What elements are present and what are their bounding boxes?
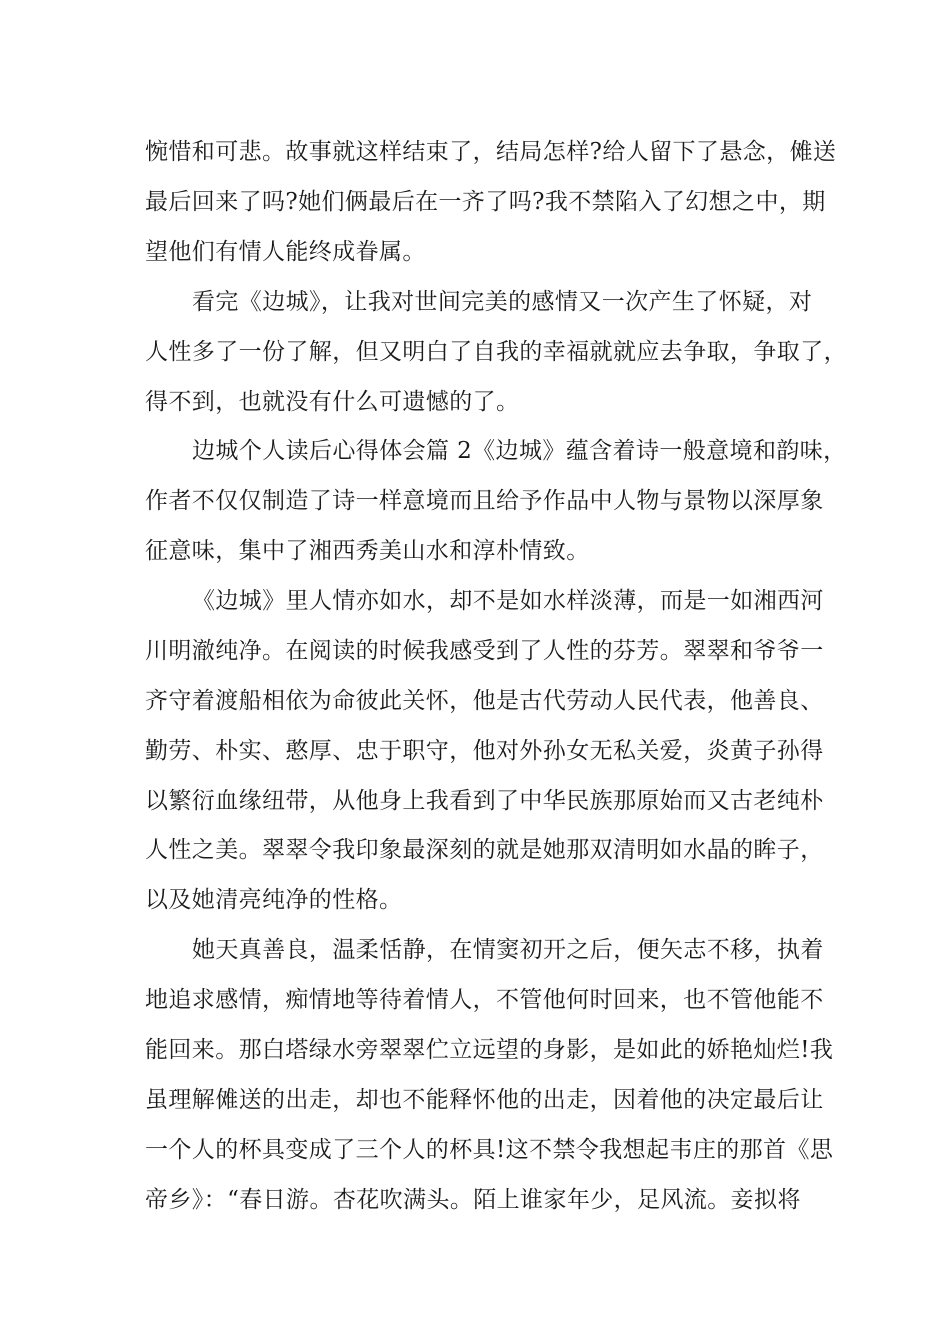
text-line: 勤劳、朴实、憨厚、忠于职守，他对外孙女无私关爱，炎黄子孙得 bbox=[145, 738, 824, 764]
paragraph-first-line: 边城个人读后心得体会篇 2《边城》蕴含着诗一般意境和韵味， bbox=[192, 438, 847, 464]
text-line: 地追求感情，痴情地等待着情人，不管他何时回来，也不管他能不 bbox=[145, 987, 824, 1013]
text-line: 得不到，也就没有什么可遗憾的了。 bbox=[145, 389, 520, 415]
text-line: 川明澈纯净。在阅读的时候我感受到了人性的芬芳。翠翠和爷爷一 bbox=[145, 638, 824, 664]
text-line: 能回来。那白塔绿水旁翠翠伫立远望的身影，是如此的娇艳灿烂!我 bbox=[145, 1037, 834, 1063]
text-line: 帝乡》：“春日游。杏花吹满头。陌上谁家年少，足风流。妾拟将 bbox=[145, 1187, 801, 1213]
text-line: 以繁衍血缘纽带，从他身上我看到了中华民族那原始而又古老纯朴 bbox=[145, 788, 824, 814]
text-line: 惋惜和可悲。故事就这样结束了，结局怎样?给人留下了悬念，傩送 bbox=[145, 139, 837, 165]
text-line: 征意味，集中了湘西秀美山水和淳朴情致。 bbox=[145, 538, 590, 564]
text-line: 作者不仅仅制造了诗一样意境而且给予作品中人物与景物以深厚象 bbox=[145, 488, 824, 514]
paragraph-first-line: 看完《边城》，让我对世间完美的感情又一次产生了怀疑，对 bbox=[192, 289, 813, 315]
text-line: 以及她清亮纯净的性格。 bbox=[145, 887, 403, 913]
paragraph-first-line: 《边城》里人情亦如水，却不是如水样淡薄，而是一如湘西河 bbox=[192, 588, 824, 614]
text-line: 虽理解傩送的出走，却也不能释怀他的出走，因着他的决定最后让 bbox=[145, 1087, 824, 1113]
text-line: 齐守着渡船相依为命彼此关怀，他是古代劳动人民代表，他善良、 bbox=[145, 688, 824, 714]
text-line: 人性多了一份了解，但又明白了自我的幸福就就应去争取，争取了， bbox=[145, 339, 847, 365]
paragraph-first-line: 她天真善良，温柔恬静，在情窦初开之后，便矢志不移，执着 bbox=[192, 937, 824, 963]
text-line: 望他们有情人能终成眷属。 bbox=[145, 239, 426, 265]
text-line: 一个人的杯具变成了三个人的杯具!这不禁令我想起韦庄的那首《思 bbox=[145, 1137, 834, 1163]
text-line: 最后回来了吗?她们俩最后在一齐了吗?我不禁陷入了幻想之中，期 bbox=[145, 189, 826, 215]
text-line: 人性之美。翠翠令我印象最深刻的就是她那双清明如水晶的眸子， bbox=[145, 837, 824, 863]
